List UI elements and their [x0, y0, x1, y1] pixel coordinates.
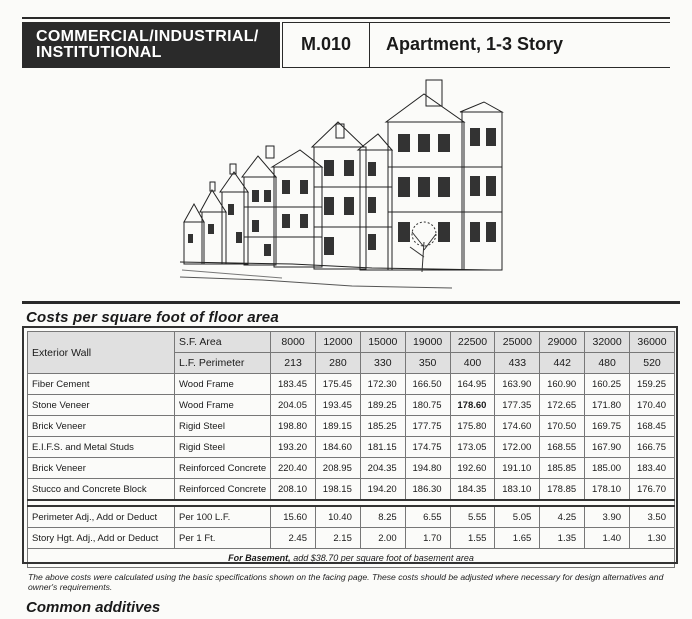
cost-cell: 177.75	[405, 416, 450, 437]
table-row	[28, 395, 675, 416]
cost-cell: 160.25	[585, 374, 630, 395]
cost-cell: 183.10	[495, 479, 540, 501]
lf-perimeter-cell: 330	[360, 353, 405, 374]
adjustment-cell: 5.55	[450, 506, 495, 528]
adjustment-row	[28, 528, 675, 549]
model-code: M.010	[282, 22, 370, 68]
cost-cell: 185.85	[540, 458, 585, 479]
cost-cell: 185.25	[360, 416, 405, 437]
cost-cell: 208.10	[271, 479, 316, 501]
cost-cell: 189.25	[360, 395, 405, 416]
table-row	[28, 437, 675, 458]
table-header-row	[28, 332, 675, 353]
cost-cell: 176.70	[630, 479, 675, 501]
cost-cell: 191.10	[495, 458, 540, 479]
cost-cell: 193.20	[271, 437, 316, 458]
cost-cell: 172.65	[540, 395, 585, 416]
cost-cell: 204.05	[271, 395, 316, 416]
category-line-1: COMMERCIAL/INDUSTRIAL/	[36, 28, 259, 45]
cost-cell: 163.90	[495, 374, 540, 395]
adjustment-cell: 1.35	[540, 528, 585, 549]
cost-cell: 173.05	[450, 437, 495, 458]
cost-cell: 171.80	[585, 395, 630, 416]
basement-note-text: add $38.70 per square foot of basement area	[293, 553, 474, 563]
adjustment-cell: 3.50	[630, 506, 675, 528]
cost-cell: 178.10	[585, 479, 630, 501]
cost-cell: 177.35	[495, 395, 540, 416]
adjustment-cell: 4.25	[540, 506, 585, 528]
lf-perimeter-cell: 400	[450, 353, 495, 374]
cost-cell: 178.85	[540, 479, 585, 501]
adjustment-cell: 2.15	[316, 528, 361, 549]
sf-area-label: S.F. Area	[175, 332, 271, 353]
adjustment-cell: 1.70	[405, 528, 450, 549]
lf-perimeter-cell: 442	[540, 353, 585, 374]
cost-cell: 170.40	[630, 395, 675, 416]
adjustment-cell: 15.60	[271, 506, 316, 528]
sf-area-cell: 32000	[585, 332, 630, 353]
cost-cell: 220.40	[271, 458, 316, 479]
adjustment-row	[28, 506, 675, 528]
wall-cell: E.I.F.S. and Metal Studs	[28, 437, 175, 458]
sf-area-cell: 22500	[450, 332, 495, 353]
frame-cell: Wood Frame	[175, 395, 271, 416]
category-label	[22, 22, 280, 68]
cost-cell: 166.50	[405, 374, 450, 395]
cost-cell: 164.95	[450, 374, 495, 395]
wall-cell: Brick Veneer	[28, 416, 175, 437]
sf-area-cell: 36000	[630, 332, 675, 353]
cost-cell: 208.95	[316, 458, 361, 479]
basement-note-row	[28, 549, 675, 568]
frame-cell: Reinforced Concrete	[175, 458, 271, 479]
cost-cell: 178.60	[450, 395, 495, 416]
adjustment-cell: 2.00	[360, 528, 405, 549]
cost-cell: 204.35	[360, 458, 405, 479]
cost-cell: 175.80	[450, 416, 495, 437]
cost-cell: 168.55	[540, 437, 585, 458]
wall-cell: Fiber Cement	[28, 374, 175, 395]
section-title: Costs per square foot of floor area	[26, 309, 279, 326]
lf-perimeter-cell: 280	[316, 353, 361, 374]
apartment-building-icon	[172, 72, 512, 296]
adjustment-cell: 8.25	[360, 506, 405, 528]
adjustment-cell: 10.40	[316, 506, 361, 528]
cost-cell: 180.75	[405, 395, 450, 416]
page-title: Apartment, 1-3 Story	[370, 22, 670, 68]
category-line-2: INSTITUTIONAL	[36, 44, 162, 61]
cost-cell: 169.75	[585, 416, 630, 437]
cost-cell: 189.15	[316, 416, 361, 437]
cost-cell: 184.60	[316, 437, 361, 458]
adjustment-cell: 5.05	[495, 506, 540, 528]
cost-cell: 198.80	[271, 416, 316, 437]
sf-area-cell: 15000	[360, 332, 405, 353]
cost-cell: 194.80	[405, 458, 450, 479]
footnote: The above costs were calculated using the basic specifications shown on the facing page. These costs should be adjusted where necessary for design alternatives and owner's requirements.	[28, 572, 664, 592]
basement-note	[28, 549, 675, 568]
next-section-title: Common additives	[26, 599, 161, 616]
lf-perimeter-cell: 213	[271, 353, 316, 374]
section-rule	[22, 301, 680, 304]
table-row	[28, 416, 675, 437]
lf-perimeter-cell: 480	[585, 353, 630, 374]
table-row	[28, 374, 675, 395]
table-row	[28, 479, 675, 501]
adjustment-label: Story Hgt. Adj., Add or Deduct	[28, 528, 175, 549]
adjustment-cell: 2.45	[271, 528, 316, 549]
adjustment-label: Perimeter Adj., Add or Deduct	[28, 506, 175, 528]
cost-cell: 167.90	[585, 437, 630, 458]
wall-cell: Stucco and Concrete Block	[28, 479, 175, 501]
cost-cell: 184.35	[450, 479, 495, 501]
cost-cell: 170.50	[540, 416, 585, 437]
lf-perimeter-cell: 433	[495, 353, 540, 374]
cost-cell: 166.75	[630, 437, 675, 458]
adjustment-cell: 1.65	[495, 528, 540, 549]
adjustment-cell: 3.90	[585, 506, 630, 528]
sf-area-cell: 12000	[316, 332, 361, 353]
lf-perimeter-cell: 520	[630, 353, 675, 374]
adjustment-cell: 6.55	[405, 506, 450, 528]
adjustment-unit: Per 1 Ft.	[175, 528, 271, 549]
sf-area-cell: 25000	[495, 332, 540, 353]
cost-cell: 172.30	[360, 374, 405, 395]
adjustment-unit: Per 100 L.F.	[175, 506, 271, 528]
frame-cell: Reinforced Concrete	[175, 479, 271, 501]
adjustment-cell: 1.30	[630, 528, 675, 549]
header-rule	[22, 17, 670, 19]
cost-cell: 198.15	[316, 479, 361, 501]
adjustment-cell: 1.40	[585, 528, 630, 549]
basement-note-prefix: For Basement,	[228, 553, 291, 563]
frame-cell: Rigid Steel	[175, 416, 271, 437]
cost-cell: 181.15	[360, 437, 405, 458]
wall-cell: Brick Veneer	[28, 458, 175, 479]
cost-table	[27, 331, 675, 568]
adjustment-cell: 1.55	[450, 528, 495, 549]
cost-cell: 174.60	[495, 416, 540, 437]
cost-cell: 185.00	[585, 458, 630, 479]
cost-cell: 183.40	[630, 458, 675, 479]
sf-area-cell: 8000	[271, 332, 316, 353]
cost-cell: 172.00	[495, 437, 540, 458]
lf-perimeter-label: L.F. Perimeter	[175, 353, 271, 374]
cost-cell: 160.90	[540, 374, 585, 395]
cost-cell: 168.45	[630, 416, 675, 437]
cost-cell: 194.20	[360, 479, 405, 501]
cost-cell: 183.45	[271, 374, 316, 395]
cost-cell: 175.45	[316, 374, 361, 395]
lf-perimeter-cell: 350	[405, 353, 450, 374]
cost-cell: 159.25	[630, 374, 675, 395]
table-row	[28, 458, 675, 479]
cost-cell: 186.30	[405, 479, 450, 501]
wall-cell: Stone Veneer	[28, 395, 175, 416]
exterior-wall-header: Exterior Wall	[28, 332, 175, 374]
cost-cell: 193.45	[316, 395, 361, 416]
frame-cell: Wood Frame	[175, 374, 271, 395]
sf-area-cell: 19000	[405, 332, 450, 353]
sf-area-cell: 29000	[540, 332, 585, 353]
cost-cell: 174.75	[405, 437, 450, 458]
frame-cell: Rigid Steel	[175, 437, 271, 458]
cost-cell: 192.60	[450, 458, 495, 479]
